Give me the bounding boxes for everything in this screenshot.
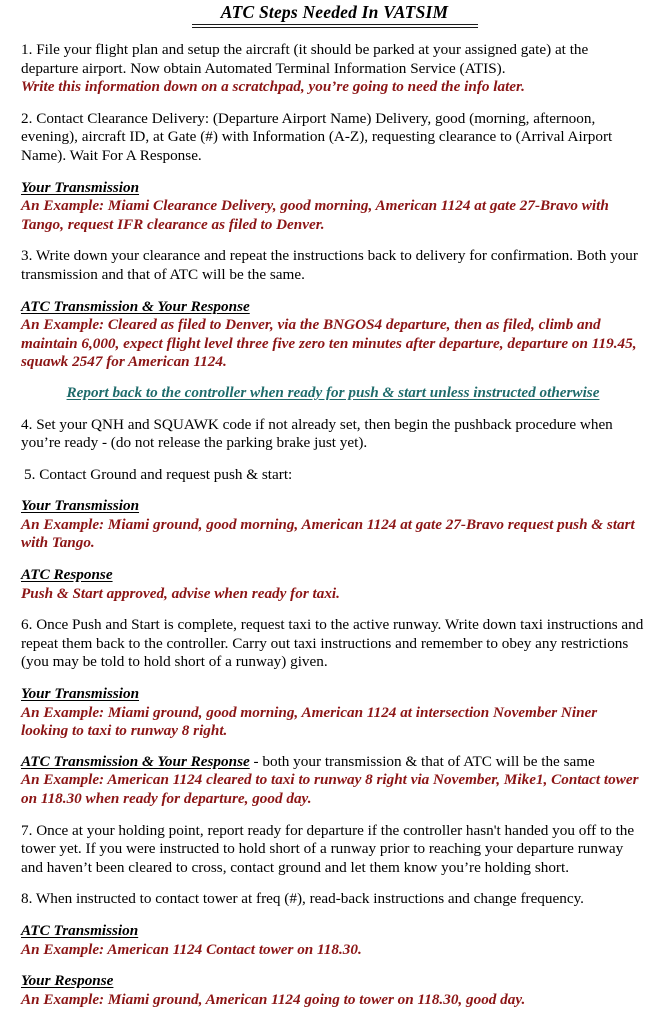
heading-label: Your Transmission: [21, 178, 140, 196]
step-3-text: 3. Write down your clearance and repeat the instructions back to delivery for confirmation. Both your transmission and that of ATC will be the same.: [21, 247, 638, 283]
heading-your-transmission-3: [21, 685, 645, 704]
example-taxi-request: An Example: Miami ground, good morning, American 1124 at intersection November Niner looking to taxi to runway 8 right.: [21, 703, 598, 740]
heading-your-transmission-1: [21, 179, 645, 198]
example-clearance-delivery: An Example: Miami Clearance Delivery, good morning, American 1124 at gate 27-Bravo with Tango, request IFR clearance as filed to Denver.: [21, 197, 609, 233]
step-8-text: 8. When instructed to contact tower at freq (#), read-back instructions and change frequency.: [21, 890, 584, 908]
heading-label: ATC Transmission & Your Response: [21, 752, 250, 770]
step-5-text: 5. Contact Ground and request push & start:: [24, 465, 293, 483]
title-double-rule: [192, 24, 478, 28]
example-clearance-readback: An Example: Cleared as filed to Denver, via the BNGOS4 departure, then as filed, climb and maintain 6,000, expect flight level three five zero ten minutes after departure, departure on 119.45, squawk 2547 for American 1124.: [21, 316, 637, 371]
heading-trailing-text: - both your transmission & that of ATC will be the same: [249, 752, 595, 770]
heading-atc-transmission-3: [21, 922, 645, 941]
example-going-to-tower: An Example: Miami ground, American 1124 going to tower on 118.30, good day.: [21, 990, 526, 1008]
page-title: ATC Steps Needed In VATSIM: [220, 2, 449, 22]
step-6-text: 6. Once Push and Start is complete, request taxi to the active runway. Write down taxi instructions and repeat them back to the controller. Carry out taxi instructions and remember to obey any restrictions (you may be told to hold short of a runway) given.: [21, 616, 644, 671]
document-body: [0, 41, 669, 1009]
heading-atc-response: [21, 566, 645, 585]
note-text: Report back to the controller when ready for push & start unless instructed otherwise: [66, 383, 600, 401]
step-1-note: Write this information down on a scratchpad, you’re going to need the info later.: [21, 78, 525, 96]
step-4-text: 4. Set your QNH and SQUAWK code if not already set, then begin the pushback procedure when you’re ready - (do not release the parking brake just yet).: [21, 415, 613, 452]
heading-your-transmission-2: [21, 497, 645, 516]
step-2-text: 2. Contact Clearance Delivery: (Departure Airport Name) Delivery, good (morning, afternoon, evening), aircraft ID, at Gate (#) with Information (A-Z), requesting clearance to (Arrival Airport Name). Wait For A Response.: [21, 109, 613, 164]
heading-label: ATC Transmission & Your Response: [21, 297, 250, 315]
example-taxi-clearance: An Example: American 1124 cleared to taxi to runway 8 right via November, Mike1, Contact tower on 118.30 when ready for departure, good day.: [21, 771, 639, 807]
heading-label: ATC Transmission: [21, 921, 139, 939]
heading-label: Your Response: [21, 972, 114, 990]
heading-atc-transmission-response-2: [21, 753, 645, 772]
heading-label: ATC Response: [21, 566, 113, 584]
step-1-text: 1. File your flight plan and setup the aircraft (it should be parked at your assigned gate) at the departure airport. Now obtain Automated Terminal Information Service (ATIS).: [21, 41, 589, 77]
step-7-text: 7. Once at your holding point, report ready for departure if the controller hasn't handed you off to the tower yet. If you were instructed to hold short of a runway prior to reaching your departure runway and haven’t been cleared to cross, contact ground and let them know you’re holding short.: [21, 821, 635, 876]
example-push-start-approved: Push & Start approved, advise when ready for taxi.: [21, 584, 340, 602]
example-contact-tower: An Example: American 1124 Contact tower on 118.30.: [21, 940, 362, 958]
heading-atc-transmission-response-1: [21, 298, 645, 317]
example-push-start-request: An Example: Miami ground, good morning, American 1124 at gate 27-Bravo request push & start with Tango.: [21, 515, 635, 552]
note-report-back: [21, 384, 645, 403]
heading-your-response: [21, 972, 645, 991]
heading-label: Your Transmission: [21, 497, 140, 515]
title-block: [0, 0, 669, 28]
heading-label: Your Transmission: [21, 685, 140, 703]
